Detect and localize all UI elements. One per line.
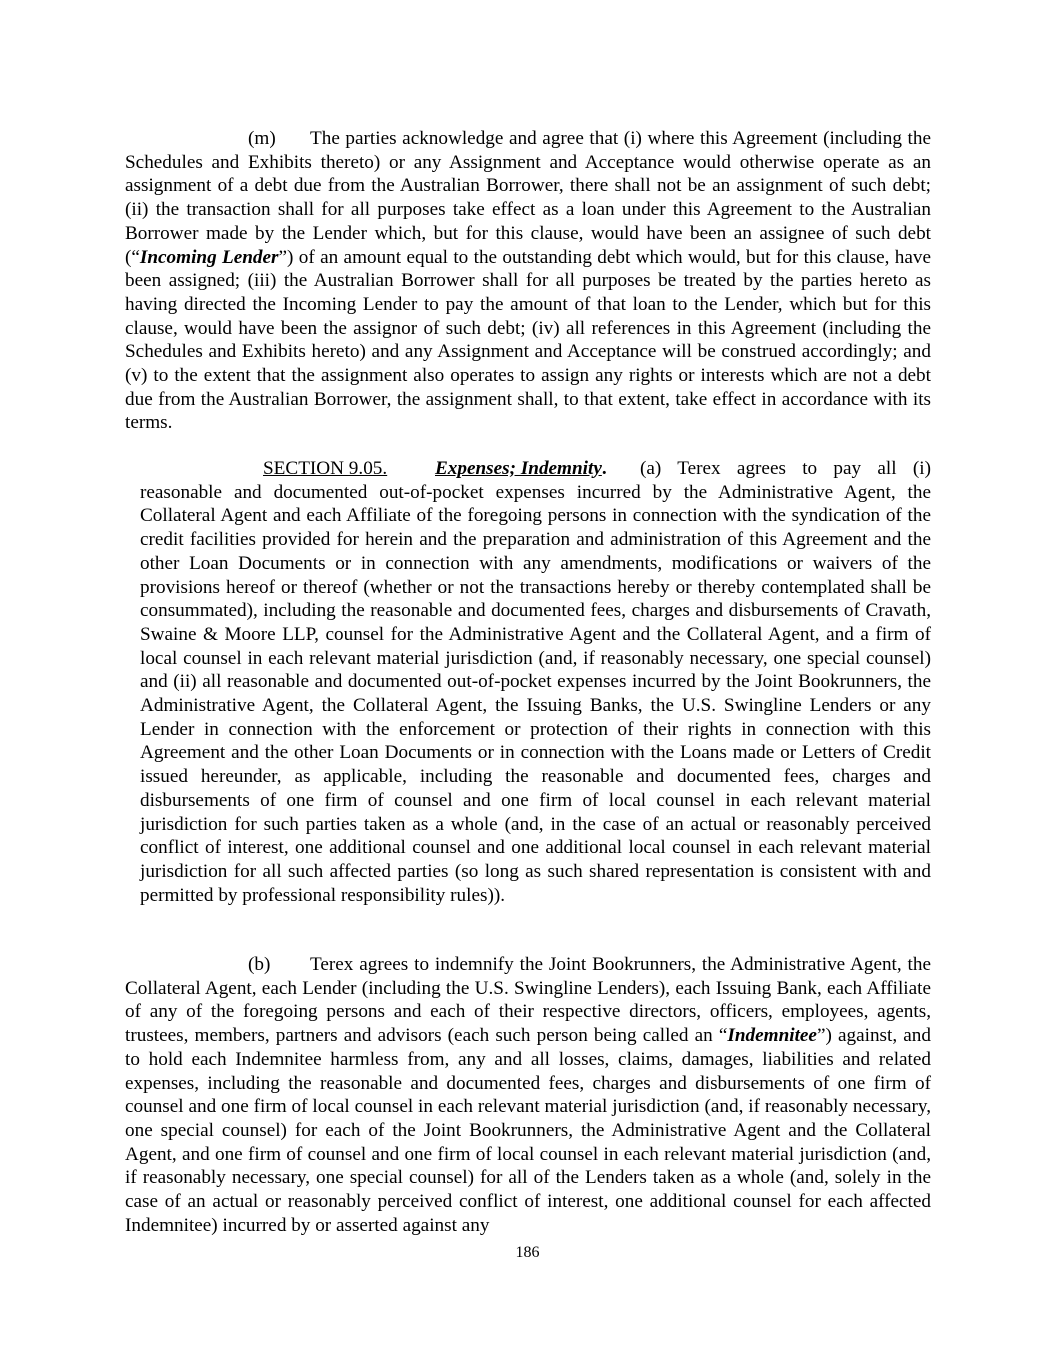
section-title: Expenses; Indemnity <box>435 458 602 479</box>
paragraph-m-text-1: The parties acknowledge and agree that (i) where this Agreement (including the Schedules and Exhibits thereto) or any Assignment and Acceptance would otherwise operate as an assignment of a debt due from the Australian Borrower, there shall not be an assignment of such debt; (ii) the transaction shall for all purposes take effect as a loan under this Agreement to the Australian Borrower made by the Lender which, but for this clause, would have been an assignee of such debt (“ <box>125 128 931 268</box>
section-title-period: . <box>601 458 607 479</box>
paragraph-m-marker: (m) <box>248 128 276 149</box>
paragraph-b <box>125 953 931 1237</box>
paragraph-b-text-1: Terex agrees to indemnify the Joint Bookrunners, the Administrative Agent, the Collateral Agent, each Lender (including the U.S. Swingline Lenders), each Issuing Bank, each Affiliate of any of the foregoing persons and each of their respective directors, officers, employees, agents, trustees, members, partners and advisors (each such person being called an “ <box>125 954 931 1047</box>
section-9-05-paragraph <box>140 457 931 907</box>
section-heading <box>263 457 640 481</box>
paragraph-b-text-2: ”) against, and to hold each Indemnitee harmless from, any and all losses, claims, damages, liabilities and related expenses, including the reasonable and documented fees, charges and disbursements of one firm of counsel and one firm of local counsel in each relevant material jurisdiction (and, if reasonably necessary, one special counsel) for each of the Joint Bookrunners, the Administrative Agent and the Collateral Agent, and one firm of counsel and one firm of local counsel in each relevant material jurisdiction (and, if reasonably necessary, one special counsel) for all of the Lenders taken as a whole (and, solely in the case of an actual or reasonably perceived conflict of interest, one additional counsel for each affected Indemnitee) incurred by or asserted against any <box>125 1025 931 1236</box>
paragraph-b-marker: (b) <box>248 954 271 975</box>
section-number: SECTION 9.05. <box>263 458 388 479</box>
defined-term-incoming-lender: Incoming Lender <box>139 246 279 268</box>
page-number: 186 <box>515 1244 540 1261</box>
paragraph-m <box>125 127 931 435</box>
section-9-05-text: (a) Terex agrees to pay all (i) reasonable and documented out-of-pocket expenses incurred by the Administrative Agent, the Collateral Agent and each Affiliate of the foregoing persons in connection with the syndication of the credit facilities provided for herein and the preparation and administration of this Agreement and the other Loan Documents or in connection with any amendments, modifications or waivers of the provisions hereof or thereof (whether or not the transactions hereby or thereby contemplated shall be consummated), including the reasonable and documented fees, charges and disbursements of Cravath, Swaine & Moore LLP, counsel for the Administrative Agent and the Collateral Agent, and a firm of local counsel in each relevant material jurisdiction (and, if reasonably necessary, one special counsel) and (ii) all reasonable and documented out-of-pocket expenses incurred by the Joint Bookrunners, the Administrative Agent, the Collateral Agent, the Issuing Banks, the U.S. Swingline Lenders or any Lender in connection with the enforcement or protection of their rights in connection with this Agreement and the other Loan Documents or in connection with the Loans made or Letters of Credit issued hereunder, as applicable, including the reasonable and documented fees, charges and disbursements of one firm of counsel and one firm of local counsel in each relevant material jurisdiction for such parties taken as a whole (and, in the case of an actual or reasonably perceived conflict of interest, one additional counsel and one additional local counsel in each relevant material jurisdiction for all such affected parties (so long as such shared representation is consistent with and permitted by professional responsibility rules)). <box>140 458 931 906</box>
defined-term-indemnitee: Indemnitee <box>727 1025 817 1047</box>
paragraph-m-text-2: ”) of an amount equal to the outstanding debt which would, but for this clause, have been assigned; (iii) the Australian Borrower shall for all purposes be treated by the parties hereto as having directed the Incoming Lender to pay the amount of that loan to the Lender, which but for this clause, would have been the assignor of such debt; (iv) all references in this Agreement (including the Schedules and Exhibits hereto) and any Assignment and Acceptance will be construed accordingly; and (v) to the extent that the assignment also operates to assign any rights or interests which are not a debt due from the Australian Borrower, the assignment shall, to that extent, take effect in accordance with its terms. <box>125 246 931 434</box>
section-title-wrap <box>435 457 640 481</box>
